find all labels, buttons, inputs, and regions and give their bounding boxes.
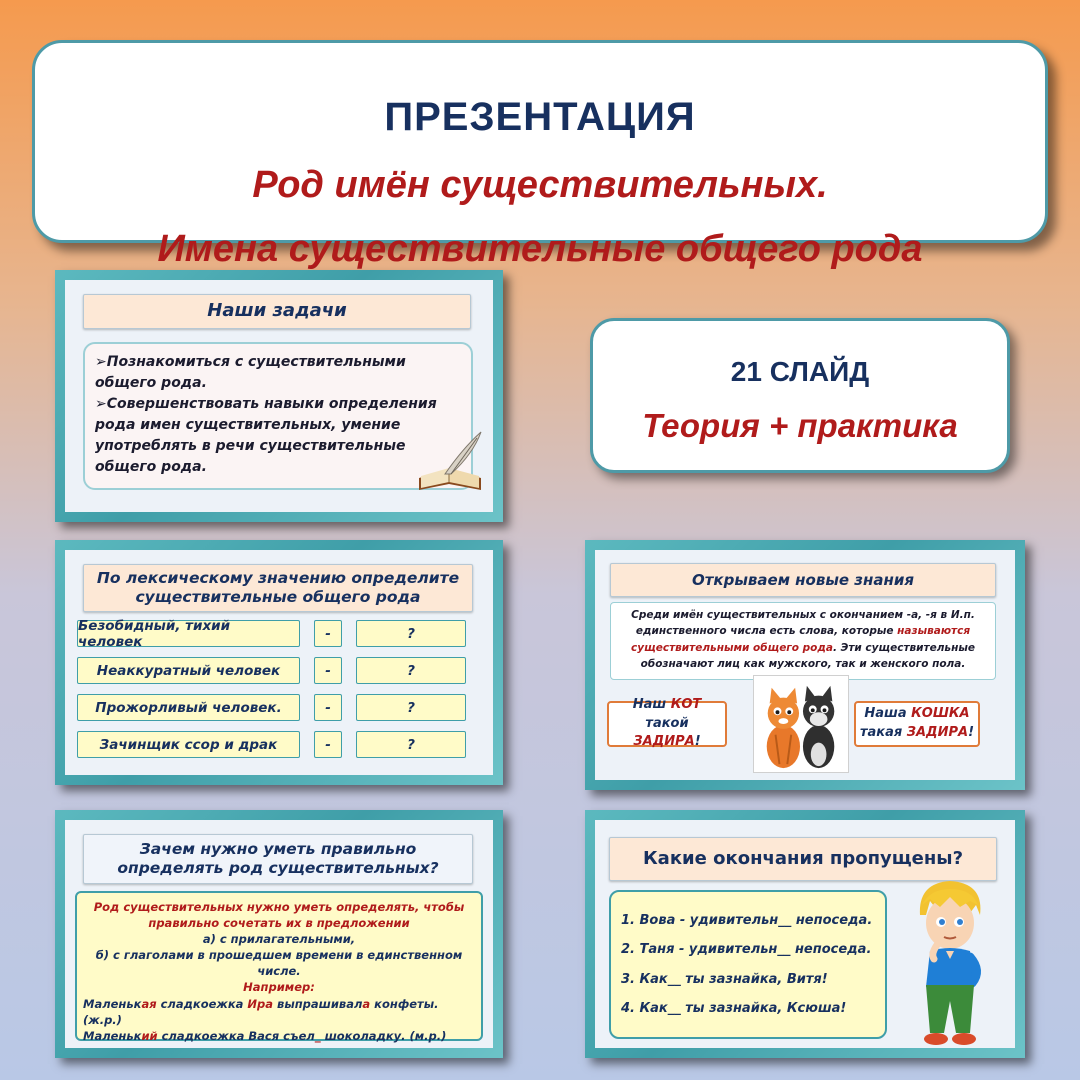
example-noun: КОТ [670, 696, 702, 712]
example-part: Маленьк [83, 996, 142, 1011]
task-item: ➢Познакомиться с существительными общего рода. [95, 354, 406, 391]
phrase-cell: Безобидный, тихий человек [77, 620, 300, 647]
info-card [590, 318, 1010, 473]
book-quill-icon [415, 430, 485, 500]
title-line-2: Имена существительные общего рода [157, 228, 923, 270]
example-ending: а [362, 996, 371, 1011]
definition-text: Среди имён существительных с окончанием -а, -я в И.п. единственного числа есть слова, которые [631, 609, 975, 638]
example-part: конфеты. (ж.р.) [83, 996, 439, 1027]
exercise-box [609, 890, 887, 1039]
slide-heading: Какие окончания пропущены? [609, 837, 997, 881]
dash-cell: - [314, 731, 342, 758]
example-sentence [83, 996, 475, 1028]
answer-cell: ? [356, 657, 466, 684]
example-part: сладкоежка [156, 996, 248, 1011]
example-common-noun: ЗАДИРА [633, 734, 695, 750]
example-name: Ира [247, 996, 274, 1011]
definition-box [610, 602, 996, 680]
exercise-item: 1. Вова - удивительн__ непоседа. [621, 913, 873, 928]
example-box-male [607, 696, 727, 750]
example-box-female [854, 701, 980, 747]
slides-count: 21 СЛАЙД [730, 356, 870, 387]
example-text: Наш [632, 696, 671, 712]
answer-cell: ? [356, 620, 466, 647]
explanation-intro: Род существительных нужно уметь определять, чтобы правильно сочетать их в предложении [93, 900, 465, 931]
example-part: Маленьк [83, 1028, 142, 1043]
slide-heading: Зачем нужно уметь правильно определять род существительных? [83, 834, 473, 884]
example-text: Наша [864, 706, 912, 722]
phrase-cell: Неаккуратный человек [77, 657, 300, 684]
slide-thumbnail-lexical[interactable] [55, 540, 503, 785]
example-text: ! [968, 725, 975, 740]
dash-cell: - [314, 620, 342, 647]
exercise-item: 4. Как__ ты зазнайка, Ксюша! [621, 1000, 847, 1016]
title-panel [32, 40, 1048, 270]
phrase-cell: Зачинщик ссор и драк [77, 731, 300, 758]
explanation-box [75, 891, 483, 1041]
thinking-boy-illustration [900, 875, 1000, 1050]
slide-heading: Открываем новые знания [610, 563, 996, 597]
example-ending: _ [314, 1028, 321, 1043]
exercise-item: 3. Как__ ты зазнайка, Витя! [621, 971, 828, 987]
example-part: сладкоежка Вася съел [157, 1028, 315, 1043]
answer-cell: ? [356, 731, 466, 758]
title-line-1: Род имён существительных. [252, 164, 828, 206]
example-ending: ая [141, 996, 157, 1011]
example-part: выпрашивал [273, 996, 363, 1011]
example-noun: КОШКА [911, 706, 970, 722]
dash-cell: - [314, 657, 342, 684]
explanation-item: а) с прилагательными, [202, 932, 356, 947]
exercise-item: 2. Таня - удивительн__ непоседа. [621, 942, 872, 958]
answer-cell: ? [356, 694, 466, 721]
task-item: ➢Совершенствовать навыки определения рода имен существительных, умение употреблять в речи существительные общего рода. [95, 396, 437, 475]
example-text: ! [694, 734, 701, 750]
slide-content [595, 550, 1015, 780]
slide-content [65, 550, 493, 775]
slide-thumbnail-endings[interactable] [585, 810, 1025, 1058]
cats-illustration [753, 675, 849, 773]
slide-thumbnail-tasks[interactable] [55, 270, 503, 522]
example-common-noun: ЗАДИРА [906, 725, 969, 740]
slide-content [595, 820, 1015, 1048]
example-label: Например: [243, 980, 315, 995]
example-part: шоколадку. (м.р.) [320, 1028, 447, 1043]
slide-heading: Наши задачи [83, 294, 471, 329]
example-text: такой [645, 715, 689, 731]
slide-content [65, 820, 493, 1048]
dash-cell: - [314, 694, 342, 721]
definition-highlight: называются существительными общего рода [631, 625, 971, 654]
slide-content [65, 280, 493, 512]
slide-heading: По лексическому значению определите существительные общего рода [83, 564, 473, 612]
slide-thumbnail-new-knowledge[interactable] [585, 540, 1025, 790]
info-subtitle: Теория + практика [642, 407, 958, 444]
slide-thumbnail-why[interactable] [55, 810, 503, 1058]
definition-text: . Эти существительные обозначают лиц как мужского, так и женского пола. [640, 641, 975, 670]
example-sentence [83, 1028, 475, 1044]
explanation-item: б) с глаголами в прошедшем времени в единственном числе. [95, 948, 463, 979]
example-text: такая [859, 725, 907, 740]
phrase-cell: Прожорливый человек. [77, 694, 300, 721]
presentation-label: ПРЕЗЕНТАЦИЯ [384, 95, 696, 139]
example-ending: ий [141, 1028, 158, 1043]
